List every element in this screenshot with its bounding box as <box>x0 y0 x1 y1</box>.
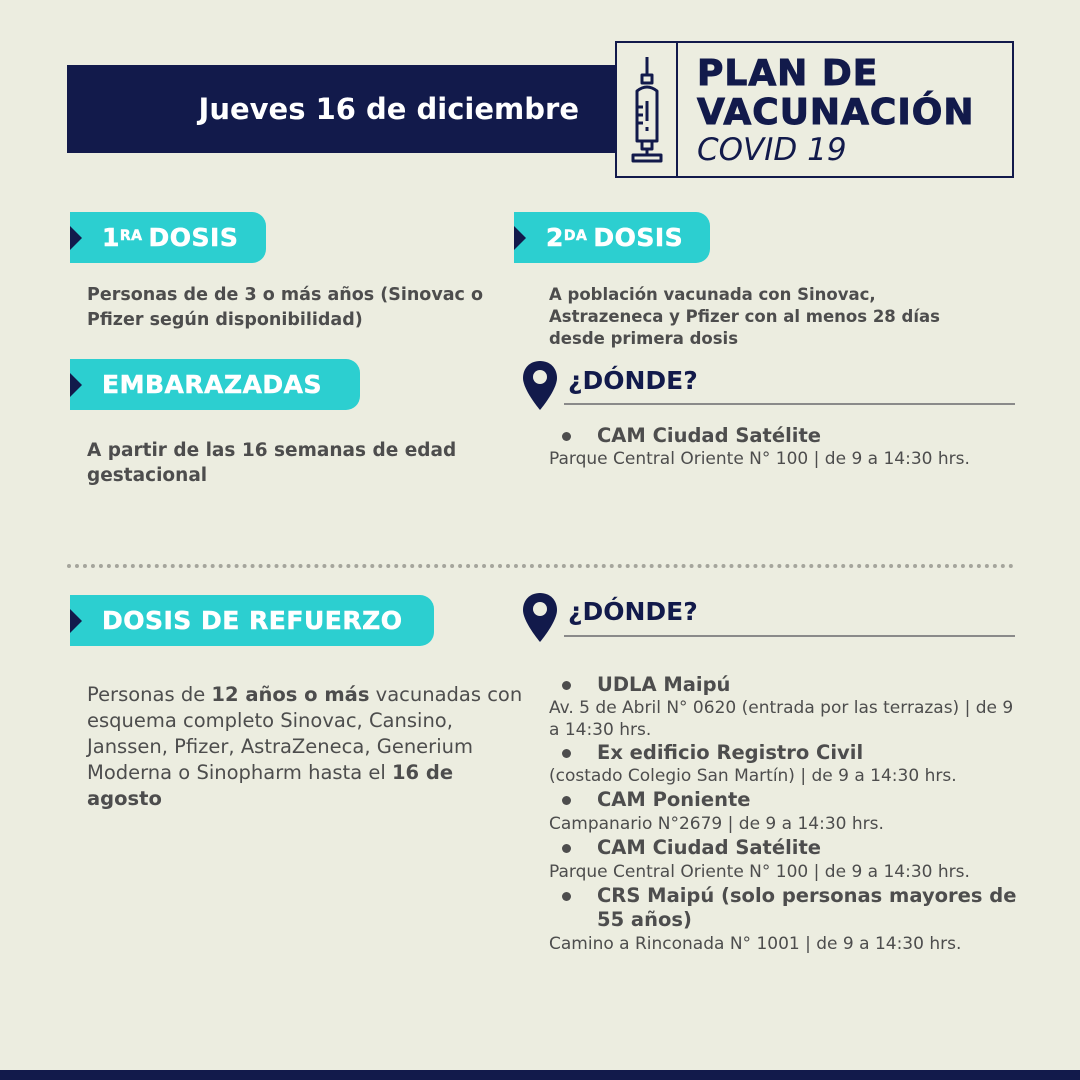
primera-dosis-sup: RA <box>119 227 143 244</box>
list-item <box>549 883 1019 933</box>
refuerzo-line1-b: 12 años o más <box>211 683 370 706</box>
primera-dosis-line2: Pfizer según disponibilidad) <box>87 310 363 330</box>
refuerzo-label <box>70 595 434 646</box>
embarazadas-line1: A partir de las 16 semanas de edad <box>87 440 457 461</box>
date-text: Jueves 16 de diciembre <box>198 92 579 126</box>
location-name-cont: 55 años) <box>597 908 692 931</box>
segunda-dosis-sup: DA <box>563 227 588 244</box>
triangle-marker-icon <box>514 226 526 250</box>
bullet-icon <box>562 796 571 805</box>
donde-2-location-list <box>549 673 1019 955</box>
list-item <box>549 424 1019 448</box>
bullet-icon <box>562 432 571 441</box>
primera-dosis-label <box>70 212 266 263</box>
donde-title: ¿DÓNDE? <box>568 597 698 626</box>
location-pin-icon <box>521 360 559 412</box>
location-address: Parque Central Oriente N° 100 | de 9 a 14:30 hrs. <box>549 862 970 882</box>
triangle-marker-icon <box>70 609 82 633</box>
location-pin-icon <box>521 592 559 644</box>
segunda-dosis-label <box>514 212 710 263</box>
bullet-icon <box>562 844 571 853</box>
primera-dosis-description <box>87 283 483 333</box>
list-item <box>549 787 1019 813</box>
location-name: CAM Poniente <box>597 788 751 811</box>
triangle-marker-icon <box>70 373 82 397</box>
location-name: CAM Ciudad Satélite <box>597 836 822 859</box>
embarazadas-label <box>70 359 360 410</box>
embarazadas-text: EMBARAZADAS <box>102 370 323 399</box>
location-address: Av. 5 de Abril N° 0620 (entrada por las terrazas) | de 9 <box>549 698 1014 718</box>
refuerzo-line1 <box>87 682 522 708</box>
refuerzo-line2: esquema completo Sinovac, Cansino, <box>87 709 453 732</box>
donde-1-location-list <box>549 424 1019 470</box>
refuerzo-line5: agosto <box>87 787 162 810</box>
primera-dosis-num: 1 <box>102 223 120 252</box>
location-name: CRS Maipú (solo personas mayores de <box>597 884 1017 907</box>
segunda-dosis-description <box>549 284 940 350</box>
refuerzo-line1-a: Personas de <box>87 683 212 706</box>
refuerzo-text: DOSIS DE REFUERZO <box>102 606 403 635</box>
title-line2: VACUNACIÓN <box>697 92 975 133</box>
refuerzo-line1-c: vacunadas con <box>369 683 523 706</box>
location-address-cont: a 14:30 hrs. <box>549 720 652 740</box>
title-line1: PLAN DE <box>697 53 879 94</box>
refuerzo-line4-a: Moderna o Sinopharm hasta el <box>87 761 392 784</box>
location-name: Ex edificio Registro Civil <box>597 741 864 764</box>
location-address: Camino a Rinconada N° 1001 | de 9 a 14:30 hrs. <box>549 934 962 954</box>
location-address: Parque Central Oriente N° 100 | de 9 a 14:30 hrs. <box>549 449 970 469</box>
embarazadas-description <box>87 438 456 488</box>
segunda-dosis-line1: A población vacunada con Sinovac, <box>549 285 876 304</box>
list-item <box>549 673 1019 697</box>
segunda-dosis-line3: desde primera dosis <box>549 329 739 348</box>
bullet-icon <box>562 892 571 901</box>
title-box <box>615 41 1014 178</box>
primera-dosis-text: DOSIS <box>148 223 239 252</box>
primera-dosis-line1: Personas de de 3 o más años (Sinovac o <box>87 285 484 305</box>
location-address: (costado Colegio San Martín) | de 9 a 14:30 hrs. <box>549 766 957 786</box>
date-banner <box>67 65 619 153</box>
segunda-dosis-num: 2 <box>546 223 564 252</box>
syringe-icon <box>628 55 666 165</box>
title-line3: COVID 19 <box>697 132 847 168</box>
list-item <box>549 741 1019 765</box>
location-name: CAM Ciudad Satélite <box>597 424 822 447</box>
triangle-marker-icon <box>70 226 82 250</box>
bullet-icon <box>562 681 571 690</box>
section-divider <box>67 564 1014 568</box>
location-address: Campanario N°2679 | de 9 a 14:30 hrs. <box>549 814 884 834</box>
footer-bar <box>0 1070 1080 1080</box>
donde-title: ¿DÓNDE? <box>568 366 698 395</box>
title-divider <box>676 43 678 176</box>
refuerzo-line4-b: 16 de <box>391 761 454 784</box>
embarazadas-line2: gestacional <box>87 465 208 486</box>
segunda-dosis-text: DOSIS <box>593 223 684 252</box>
location-name: UDLA Maipú <box>597 673 731 696</box>
list-item <box>549 835 1019 861</box>
donde-underline <box>564 635 1015 637</box>
refuerzo-description <box>87 682 522 812</box>
bullet-icon <box>562 749 571 758</box>
segunda-dosis-line2: Astrazeneca y Pfizer con al menos 28 días <box>549 307 940 326</box>
donde-underline <box>564 403 1015 405</box>
refuerzo-line3: Janssen, Pfizer, AstraZeneca, Generium <box>87 735 473 758</box>
refuerzo-line4 <box>87 760 522 786</box>
